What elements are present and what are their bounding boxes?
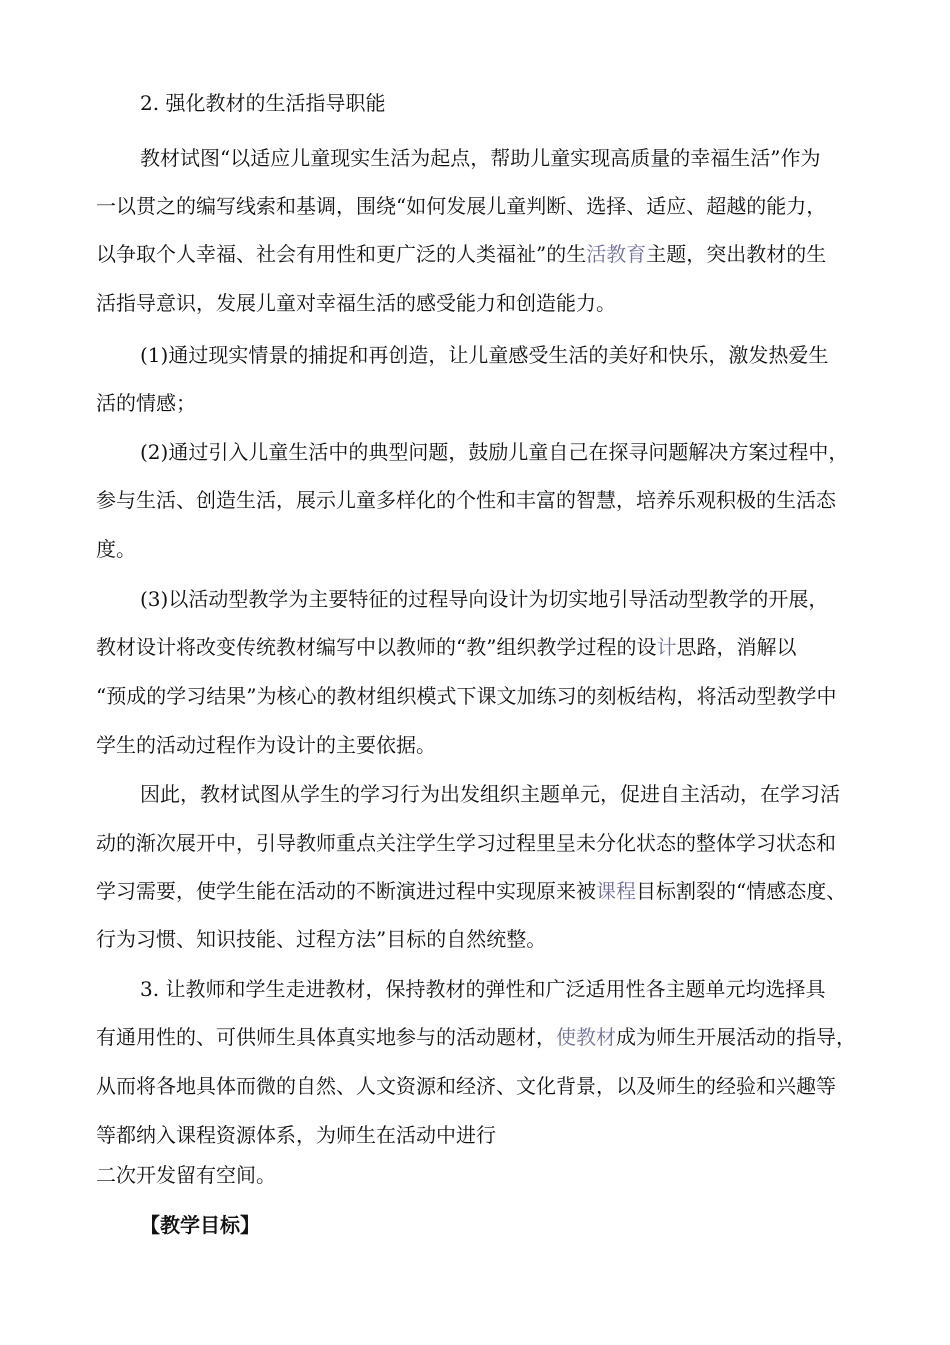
- paragraph-line: 二次开发留有空间。: [96, 1163, 276, 1187]
- text-run: 目标割裂的“情感态度、: [636, 879, 847, 903]
- text-run: 有通用性的、可供师生具体真实地参与的活动题材，: [96, 1025, 556, 1049]
- paragraph-line: 活的情感；: [96, 391, 196, 415]
- text-run: 思路，消解以: [676, 635, 797, 659]
- life-education-link[interactable]: 活教育: [586, 242, 647, 266]
- paragraph-line: [96, 877, 846, 905]
- text-run: 成为师生开展活动的指导，: [616, 1025, 856, 1049]
- section-heading-2: 2. 强化教材的生活指导职能: [140, 91, 386, 115]
- paragraph-line: 教材试图“以适应儿童现实生活为起点，帮助儿童实现高质量的幸福生活”作为: [140, 146, 821, 170]
- list-item-1: (1)通过现实情景的捕捉和再创造，让儿童感受生活的美好和快乐，激发热爱生: [140, 343, 829, 367]
- text-run: 学习需要，使学生能在活动的不断演进过程中实现原来被: [96, 879, 596, 903]
- paragraph-line: [96, 1023, 856, 1051]
- text-run: 以争取个人幸福、社会有用性和更广泛的人类福祉”的生: [96, 242, 587, 266]
- list-item-2: (2)通过引入儿童生活中的典型问题，鼓励儿童自己在探寻问题解决方案过程中，: [140, 440, 849, 464]
- paragraph-line: 一以贯之的编写线索和基调，围绕“如何发展儿童判断、选择、适应、超越的能力，: [96, 194, 827, 218]
- paragraph-line: “预成的学习结果”为核心的教材组织模式下课文加练习的刻板结构，将活动型教学中: [96, 684, 837, 708]
- paragraph-line: [96, 240, 826, 268]
- paragraph-line: 活指导意识，发展儿童对幸福生活的感受能力和创造能力。: [96, 291, 616, 315]
- design-link[interactable]: 计: [656, 635, 677, 659]
- curriculum-link[interactable]: 课程: [596, 879, 636, 903]
- section-heading-3: 3. 让教师和学生走进教材，保持教材的弹性和广泛适用性各主题单元均选择具: [140, 977, 826, 1001]
- paragraph-line: 参与生活、创造生活，展示儿童多样化的个性和丰富的智慧，培养乐观积极的生活态: [96, 488, 836, 512]
- paragraph-line: 学生的活动过程作为设计的主要依据。: [96, 733, 436, 757]
- paragraph-line: [96, 633, 796, 661]
- paragraph-line: 等都纳入课程资源体系，为师生在活动中进行: [96, 1123, 496, 1147]
- list-item-3: (3)以活动型教学为主要特征的过程导向设计为切实地引导活动型教学的开展，: [140, 587, 829, 611]
- textbook-link[interactable]: 使教材: [556, 1025, 616, 1049]
- paragraph-line: 度。: [96, 537, 136, 561]
- teaching-objectives-heading: 【教学目标】: [140, 1213, 260, 1237]
- text-run: 教材设计将改变传统教材编写中以教师的“教”组织教学过程的设: [96, 635, 657, 659]
- paragraph-line: 因此，教材试图从学生的学习行为出发组织主题单元，促进自主活动，在学习活: [140, 782, 840, 806]
- text-run: 主题，突出教材的生: [646, 242, 827, 266]
- paragraph-line: 从而将各地具体而微的自然、人文资源和经济、文化背景，以及师生的经验和兴趣等: [96, 1074, 836, 1098]
- paragraph-line: 动的渐次展开中，引导教师重点关注学生学习过程里呈未分化状态的整体学习状态和: [96, 831, 836, 855]
- paragraph-line: 行为习惯、知识技能、过程方法”目标的自然统整。: [96, 927, 547, 951]
